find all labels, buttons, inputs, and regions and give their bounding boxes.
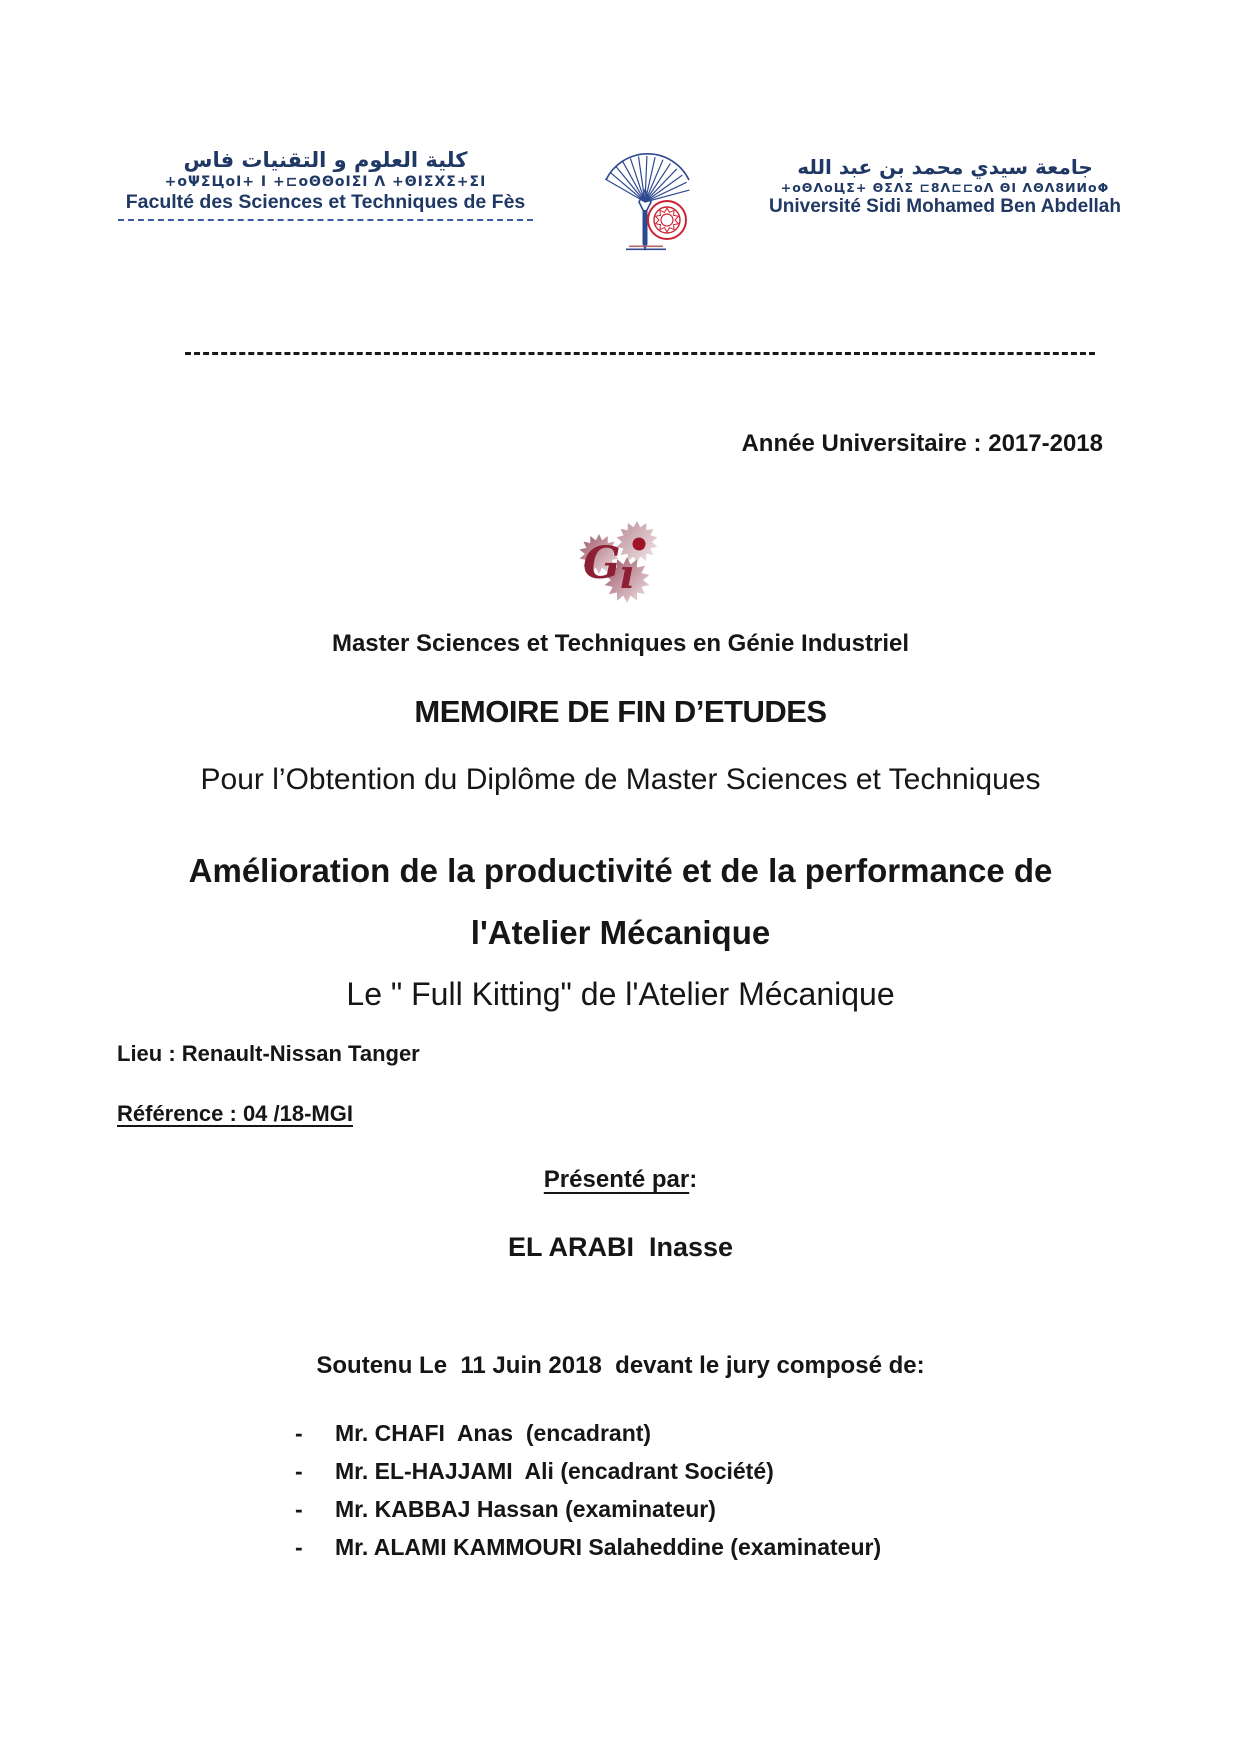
document-type-title: MEMOIRE DE FIN D’ETUDES bbox=[414, 694, 827, 729]
faculty-dashed-rule bbox=[118, 219, 533, 221]
gi-gears-logo bbox=[0, 520, 1241, 612]
faculty-block bbox=[118, 140, 533, 221]
faculty-name-tifinagh: +oΨΣЦoI+ I +⊏oΘΘoIΣI Λ +ΘIΣΧΣ+ΣI bbox=[164, 174, 487, 191]
jury-bullet: - bbox=[295, 1534, 303, 1560]
university-name-french: Université Sidi Mohamed Ben Abdellah bbox=[769, 196, 1121, 218]
jury-member-row bbox=[295, 1528, 1241, 1566]
jury-member-row bbox=[295, 1490, 1241, 1528]
jury-bullet: - bbox=[295, 1496, 303, 1522]
location-line: Lieu : Renault-Nissan Tanger bbox=[117, 1041, 420, 1066]
thesis-title-line2: l'Atelier Mécanique bbox=[470, 914, 771, 951]
presented-by-colon: : bbox=[689, 1166, 698, 1193]
presented-by-heading bbox=[0, 1164, 1241, 1196]
university-block bbox=[769, 140, 1121, 218]
reference-line bbox=[0, 1100, 1241, 1128]
thesis-title-line1: Amélioration de la productivité et de la performance de bbox=[188, 852, 1053, 889]
jury-member-name: Mr. ALAMI KAMMOURI Salaheddine (examinateur) bbox=[335, 1534, 882, 1560]
jury-member-name: Mr. KABBAJ Hassan (examinateur) bbox=[335, 1496, 716, 1522]
jury-member-name: Mr. CHAFI Anas (encadrant) bbox=[335, 1420, 652, 1446]
gi-gears-icon bbox=[565, 520, 677, 612]
svg-text:ı: ı bbox=[618, 551, 634, 598]
institution-header bbox=[0, 0, 1241, 252]
academic-year: Année Universitaire : 2017-2018 bbox=[741, 430, 1103, 457]
jury-bullet: - bbox=[295, 1420, 303, 1446]
svg-text:G: G bbox=[582, 538, 621, 589]
thesis-title bbox=[0, 840, 1241, 964]
university-crest-icon bbox=[601, 140, 701, 252]
jury-list bbox=[0, 1414, 1241, 1566]
jury-bullet: - bbox=[295, 1458, 303, 1484]
thesis-subtitle: Le " Full Kitting" de l'Atelier Mécanique bbox=[346, 976, 895, 1012]
faculty-name-french: Faculté des Sciences et Techniques de Fès bbox=[125, 191, 526, 214]
university-name-arabic: جامعة سيدي محمد بن عبد الله bbox=[797, 155, 1093, 179]
university-crest-logo bbox=[594, 140, 709, 252]
author-name: EL ARABI Inasse bbox=[507, 1232, 734, 1262]
jury-member-name: Mr. EL-HAJJAMI Ali (encadrant Société) bbox=[335, 1458, 774, 1484]
dashed-separator bbox=[185, 352, 1095, 355]
program-name: Master Sciences et Techniques en Génie Industriel bbox=[331, 630, 910, 657]
reference-text: Référence : 04 /18-MGI bbox=[117, 1101, 353, 1126]
faculty-name-arabic: كلية العلوم و التقنيات فاس bbox=[183, 148, 468, 172]
purpose-line: Pour l’Obtention du Diplôme de Master Sciences et Techniques bbox=[200, 763, 1041, 796]
defense-line: Soutenu Le 11 Juin 2018 devant le jury composé de: bbox=[316, 1352, 925, 1379]
jury-member-row bbox=[295, 1452, 1241, 1490]
university-name-tifinagh: +oΘΛoЦΣ+ ΘΣΛΣ ⊏8Λ⊏⊏oΛ ΘI ΛΘΛ8ИИoΦ bbox=[780, 180, 1110, 195]
presented-by-label: Présenté par bbox=[543, 1166, 690, 1193]
jury-member-row bbox=[295, 1414, 1241, 1452]
